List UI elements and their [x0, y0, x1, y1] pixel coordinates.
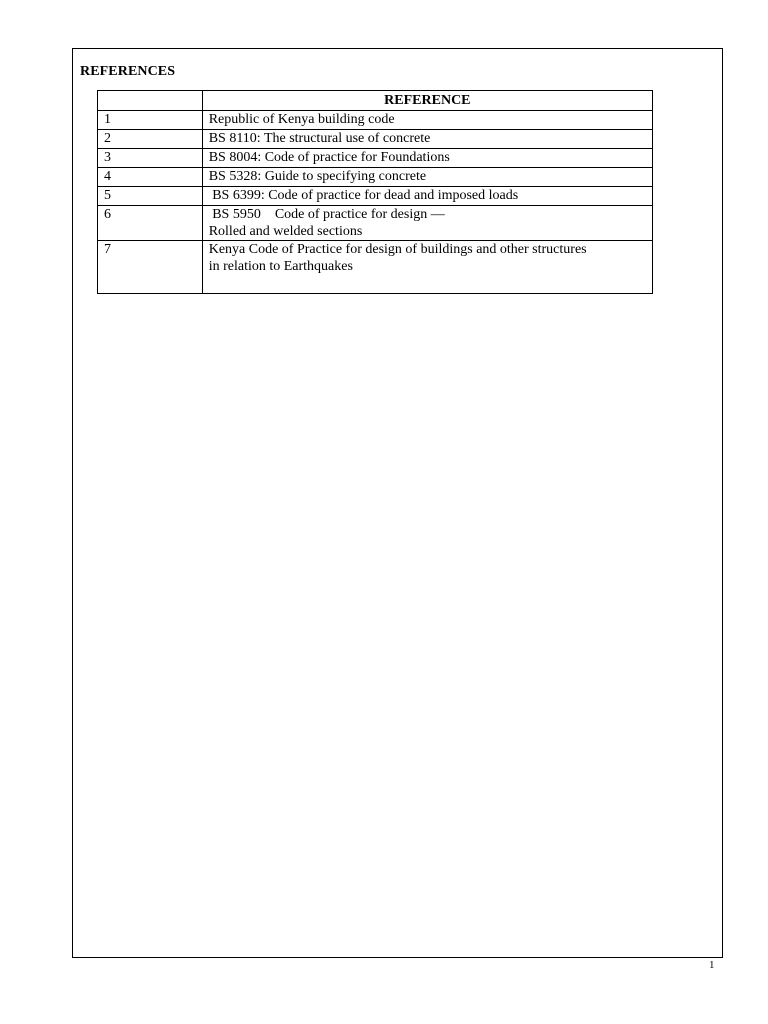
references-table [97, 90, 653, 294]
row-number: 1 [98, 111, 203, 130]
row-reference [202, 187, 652, 206]
reference-text: Republic of Kenya building code [208, 112, 395, 127]
reference-text: BS 8004: Code of practice for Foundations [208, 150, 450, 165]
row-number: 2 [98, 130, 203, 149]
table-row [98, 187, 653, 206]
row-reference [202, 149, 652, 168]
reference-text: BS 8110: The structural use of concrete [208, 131, 431, 146]
reference-text-line-1: BS 5950 Code of practice for design — [208, 207, 445, 222]
row-number: 5 [98, 187, 203, 206]
reference-text: BS 5328: Guide to specifying concrete [208, 169, 427, 184]
table-row [98, 111, 653, 130]
row-number: 7 [98, 241, 203, 294]
reference-text: BS 6399: Code of practice for dead and imposed loads [208, 188, 519, 203]
reference-text-line-2: in relation to Earthquakes [208, 259, 353, 274]
table-row [98, 130, 653, 149]
table-row [98, 168, 653, 187]
table-header-row [98, 91, 653, 111]
reference-text-line-2: Rolled and welded sections [208, 224, 363, 239]
page-number: 1 [709, 959, 715, 971]
table-row [98, 149, 653, 168]
row-reference [202, 206, 652, 241]
row-number: 4 [98, 168, 203, 187]
references-heading: REFERENCES [80, 64, 176, 79]
row-reference [202, 168, 652, 187]
row-reference [202, 130, 652, 149]
row-number: 3 [98, 149, 203, 168]
row-reference [202, 241, 652, 294]
row-reference [202, 111, 652, 130]
reference-text-line-1: Kenya Code of Practice for design of buildings and other structures [208, 242, 587, 257]
header-number-cell [98, 91, 203, 111]
header-reference-cell: REFERENCE [202, 91, 652, 111]
table-row [98, 241, 653, 294]
row-number: 6 [98, 206, 203, 241]
table-row [98, 206, 653, 241]
